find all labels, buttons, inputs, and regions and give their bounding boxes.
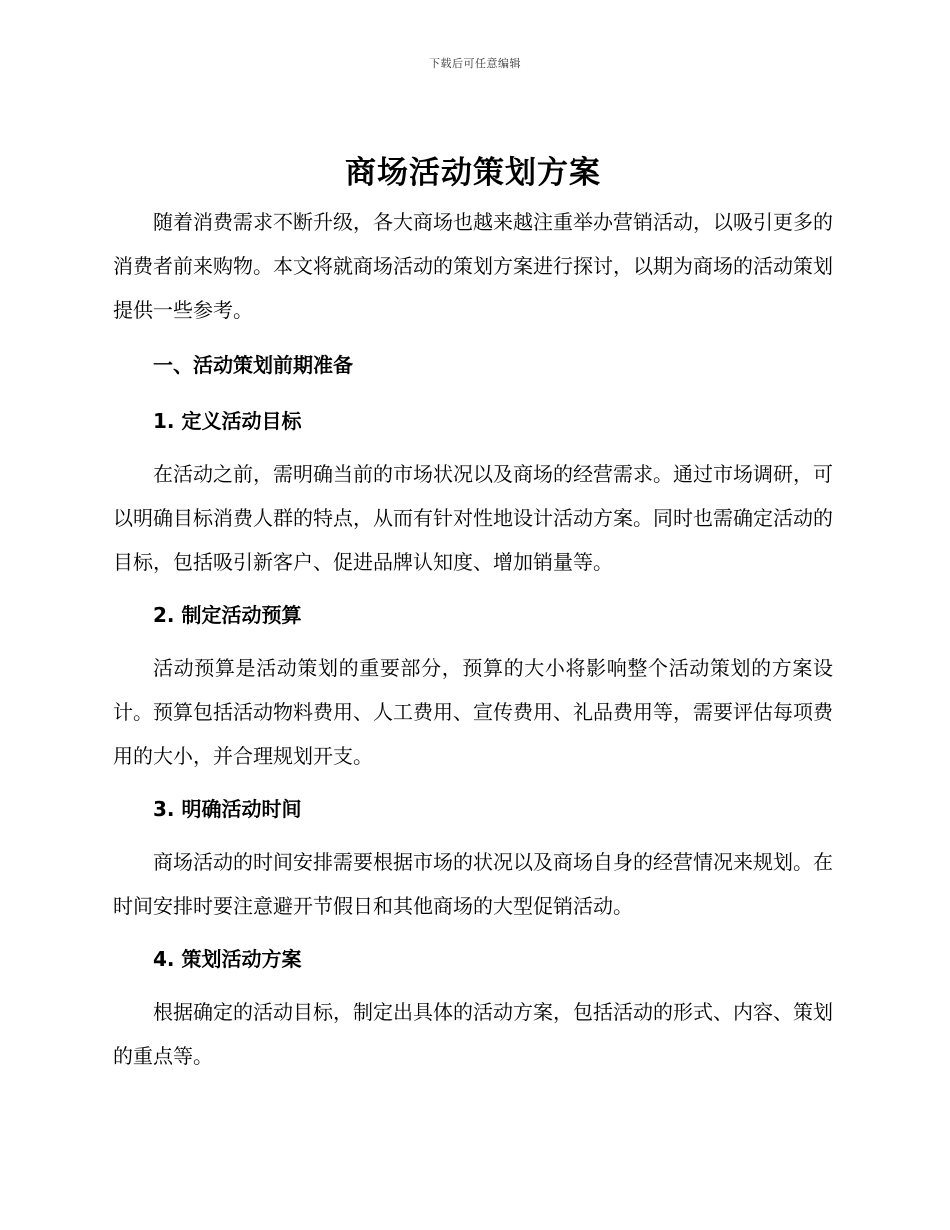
subsection-heading-2: 2. 制定活动预算 xyxy=(153,603,302,627)
header-note: 下载后可任意编辑 xyxy=(429,57,521,70)
subsection-paragraph-4: 根据确定的活动目标，制定出具体的活动方案，包括活动的形式、内容、策划的重点等。 xyxy=(113,1000,833,1068)
subsection-heading-3: 3. 明确活动时间 xyxy=(153,797,302,821)
subsection-paragraph-1: 在活动之前，需明确当前的市场状况以及商场的经营需求。通过市场调研，可以明确目标消费人群的特点，从而有针对性地设计活动方案。同时也需确定活动的目标，包括吸引新客户、促进品牌认知度、增加销量等。 xyxy=(113,462,833,574)
document-content xyxy=(113,150,833,1078)
subsection-heading-4: 4. 策划活动方案 xyxy=(153,947,302,971)
section-heading: 一、活动策划前期准备 xyxy=(153,353,353,377)
subsection-paragraph-3: 商场活动的时间安排需要根据市场的状况以及商场自身的经营情况来规划。在时间安排时要注意避开节假日和其他商场的大型促销活动。 xyxy=(113,850,833,918)
subsection-heading-1: 1. 定义活动目标 xyxy=(153,409,302,433)
document-title: 商场活动策划方案 xyxy=(345,155,601,191)
subsection-paragraph-2: 活动预算是活动策划的重要部分，预算的大小将影响整个活动策划的方案设计。预算包括活动物料费用、人工费用、宣传费用、礼品费用等，需要评估每项费用的大小，并合理规划开支。 xyxy=(113,656,833,768)
intro-paragraph: 随着消费需求不断升级，各大商场也越来越注重举办营销活动，以吸引更多的消费者前来购物。本文将就商场活动的策划方案进行探讨，以期为商场的活动策划提供一些参考。 xyxy=(113,210,833,322)
